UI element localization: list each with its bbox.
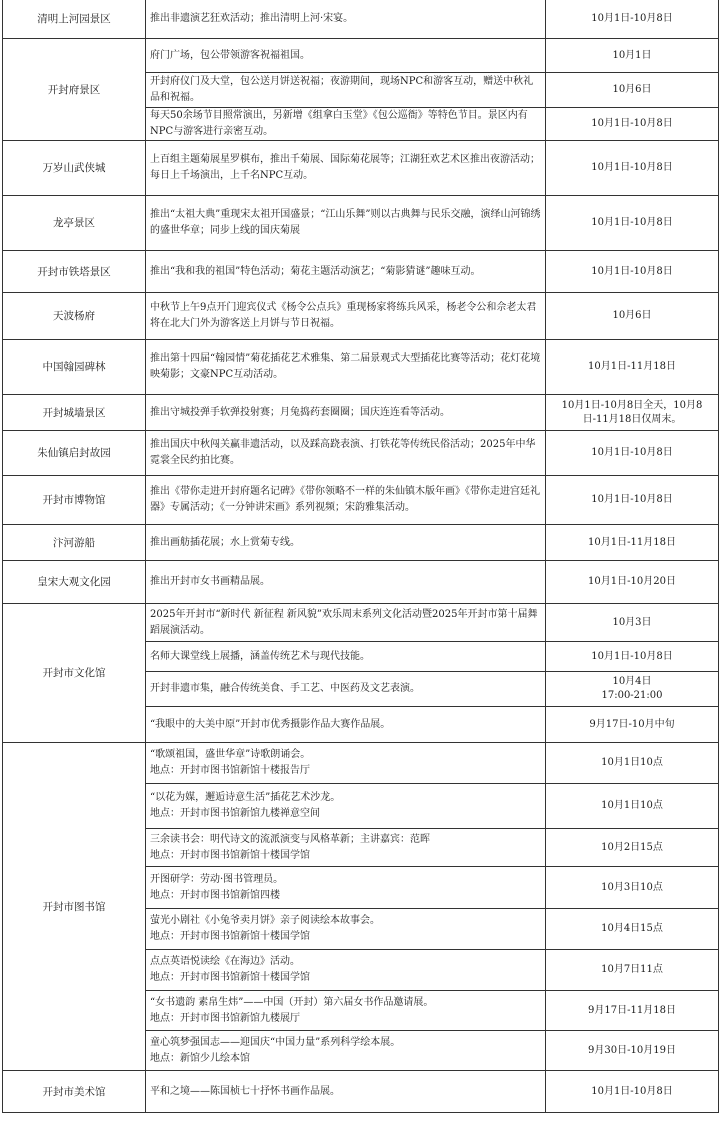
table-row xyxy=(3,251,719,293)
table-row xyxy=(3,0,719,39)
activity-time-cell: 10月1日-10月8日 xyxy=(546,1071,719,1113)
activity-description-cell: 名师大课堂线上展播，涵盖传统艺术与现代技能。 xyxy=(146,642,546,672)
activity-description-cell: “以花为媒，邂逅诗意生活”插花艺术沙龙。 地点：开封市图书馆新馆九楼禅意空间 xyxy=(146,784,546,829)
table-row xyxy=(3,196,719,251)
venue-name-cell: 开封市文化馆 xyxy=(3,604,146,743)
activity-time-cell: 10月6日 xyxy=(546,293,719,340)
activity-description-cell: “我眼中的大美中原”开封市优秀摄影作品大赛作品展。 xyxy=(146,707,546,743)
activity-time-cell: 10月1日-11月18日 xyxy=(546,525,719,561)
table-row xyxy=(3,293,719,340)
activity-time-cell: 10月1日-10月8日 xyxy=(546,476,719,525)
venue-name-cell: 万岁山武侠城 xyxy=(3,141,146,196)
activity-description-cell: 推出画舫插花展；水上赏菊专线。 xyxy=(146,525,546,561)
table-row xyxy=(3,604,719,642)
table-row xyxy=(3,395,719,431)
venue-name-cell: 皇宋大观文化园 xyxy=(3,561,146,604)
activity-description-cell: 每天50余场节目照常演出，另新增《组拿白玉堂》《包公巡衙》等特色节目。景区内有NPC与游客进行亲密互动。 xyxy=(146,108,546,141)
activity-description-cell: “歌颂祖国，盛世华章”诗歌朗诵会。 地点：开封市图书馆新馆十楼报告厅 xyxy=(146,743,546,784)
activity-time-cell: 10月4日15点 xyxy=(546,909,719,950)
activity-time-cell: 10月1日-10月8日 xyxy=(546,642,719,672)
activity-description-cell: 推出“太祖大典”重现宋太祖开国盛景；“江山乐舞”则以古典舞与民乐交融，演绎山河锦绣的盛世华章；同步上线的国庆菊展 xyxy=(146,196,546,251)
venue-name-cell: 开封府景区 xyxy=(3,39,146,141)
venue-name-cell: 开封市博物馆 xyxy=(3,476,146,525)
activity-description-cell: 平和之境——陈国桢七十抒怀书画作品展。 xyxy=(146,1071,546,1113)
venue-name-cell: 开封市美术馆 xyxy=(3,1071,146,1113)
activity-description-cell: 2025年开封市“新时代 新征程 新风貌”欢乐周末系列文化活动暨2025年开封市第十届舞蹈展演活动。 xyxy=(146,604,546,642)
activity-description-cell: 开图研学：劳动·图书管理员。 地点：开封市图书馆新馆四楼 xyxy=(146,867,546,909)
table-row xyxy=(3,476,719,525)
activity-description-cell: 府门广场，包公带领游客祝福祖国。 xyxy=(146,39,546,73)
activity-time-cell: 10月7日11点 xyxy=(546,950,719,991)
venue-name-cell: 龙亭景区 xyxy=(3,196,146,251)
activity-time-cell: 10月1日-11月18日 xyxy=(546,340,719,395)
activity-description-cell: 推出非遗演艺狂欢活动；推出清明上河·宋宴。 xyxy=(146,0,546,39)
activity-time-cell: 10月1日10点 xyxy=(546,784,719,829)
venue-name-cell: 清明上河园景区 xyxy=(3,0,146,39)
activity-time-cell: 10月1日10点 xyxy=(546,743,719,784)
table-row xyxy=(3,743,719,784)
activity-time-cell: 10月3日10点 xyxy=(546,867,719,909)
schedule-body xyxy=(3,0,719,1113)
activity-description-cell: 中秋节上午9点开门迎宾仪式《杨令公点兵》重现杨家将练兵风采，杨老令公和佘老太君将在北大门外为游客送上月饼与节日祝福。 xyxy=(146,293,546,340)
activity-description-cell: 推出“我和我的祖国”特色活动；菊花主题活动演艺；“菊影猜谜”趣味互动。 xyxy=(146,251,546,293)
table-row xyxy=(3,431,719,476)
activity-time-cell: 10月4日 17:00-21:00 xyxy=(546,672,719,707)
activity-time-cell: 10月3日 xyxy=(546,604,719,642)
activity-description-cell: 推出第十四届“翰园情”菊花插花艺术雅集、第二届景观式大型插花比赛等活动；花灯花境映菊影；文豪NPC互动活动。 xyxy=(146,340,546,395)
activity-description-cell: 点点英语悦读绘《在海边》活动。 地点：开封市图书馆新馆十楼国学馆 xyxy=(146,950,546,991)
table-row xyxy=(3,39,719,73)
activity-description-cell: 推出《带你走进开封府题名记碑》《带你领略不一样的朱仙镇木版年画》《带你走进宫廷礼器》专属活动；《一分钟讲宋画》系列视频；宋韵雅集活动。 xyxy=(146,476,546,525)
activity-time-cell: 10月1日-10月20日 xyxy=(546,561,719,604)
activity-time-cell: 10月1日 xyxy=(546,39,719,73)
table-row xyxy=(3,141,719,196)
venue-name-cell: 汴河游船 xyxy=(3,525,146,561)
venue-name-cell: 中国翰园碑林 xyxy=(3,340,146,395)
venue-name-cell: 朱仙镇启封故园 xyxy=(3,431,146,476)
activity-description-cell: 三余读书会：明代诗文的流派演变与风格革新；主讲嘉宾：范晖 地点：开封市图书馆新馆十楼国学馆 xyxy=(146,829,546,867)
activity-description-cell: “女书遗韵 素帛生炜”——中国（开封）第六届女书作品邀请展。 地点：开封市图书馆新馆九楼展厅 xyxy=(146,991,546,1031)
venue-name-cell: 天波杨府 xyxy=(3,293,146,340)
activity-time-cell: 10月6日 xyxy=(546,73,719,108)
activity-description-cell: 萤光小剧社《小兔爷卖月饼》亲子阅读绘本故事会。 地点：开封市图书馆新馆十楼国学馆 xyxy=(146,909,546,950)
activity-time-cell: 10月1日-10月8日 xyxy=(546,141,719,196)
event-schedule-table xyxy=(2,0,719,1113)
table-row xyxy=(3,561,719,604)
activity-description-cell: 开封府仪门及大堂，包公送月饼送祝福；夜游期间，现场NPC和游客互动，赠送中秋礼品和祝福。 xyxy=(146,73,546,108)
activity-time-cell: 10月1日-10月8日 xyxy=(546,431,719,476)
activity-time-cell: 10月1日-10月8日 xyxy=(546,196,719,251)
activity-time-cell: 10月1日-10月8日全天，10月8日-11月18日仅周末。 xyxy=(546,395,719,431)
activity-description-cell: 推出守城投弹手软弹投射赛；月兔捣药套圈圈；国庆连连看等活动。 xyxy=(146,395,546,431)
table-row xyxy=(3,1071,719,1113)
activity-time-cell: 10月1日-10月8日 xyxy=(546,108,719,141)
venue-name-cell: 开封城墙景区 xyxy=(3,395,146,431)
table-row xyxy=(3,525,719,561)
activity-time-cell: 9月17日-10月中旬 xyxy=(546,707,719,743)
activity-time-cell: 10月1日-10月8日 xyxy=(546,251,719,293)
activity-description-cell: 推出开封市女书画精品展。 xyxy=(146,561,546,604)
venue-name-cell: 开封市图书馆 xyxy=(3,743,146,1071)
activity-description-cell: 上百组主题菊展星罗棋布，推出千菊展、国际菊花展等；江湖狂欢艺术区推出夜游活动；每日上千场演出，上千名NPC互动。 xyxy=(146,141,546,196)
activity-description-cell: 推出国庆中秋闯关赢非遗活动，以及踩高跷表演、打铁花等传统民俗活动；2025年中华霓裳全民约拍比赛。 xyxy=(146,431,546,476)
activity-time-cell: 9月17日-11月18日 xyxy=(546,991,719,1031)
venue-name-cell: 开封市铁塔景区 xyxy=(3,251,146,293)
activity-time-cell: 9月30日-10月19日 xyxy=(546,1031,719,1071)
activity-time-cell: 10月1日-10月8日 xyxy=(546,0,719,39)
activity-time-cell: 10月2日15点 xyxy=(546,829,719,867)
table-row xyxy=(3,340,719,395)
activity-description-cell: 童心筑梦强国志——迎国庆“中国力量”系列科学绘本展。 地点：新馆少儿绘本馆 xyxy=(146,1031,546,1071)
activity-description-cell: 开封非遗市集，融合传统美食、手工艺、中医药及文艺表演。 xyxy=(146,672,546,707)
